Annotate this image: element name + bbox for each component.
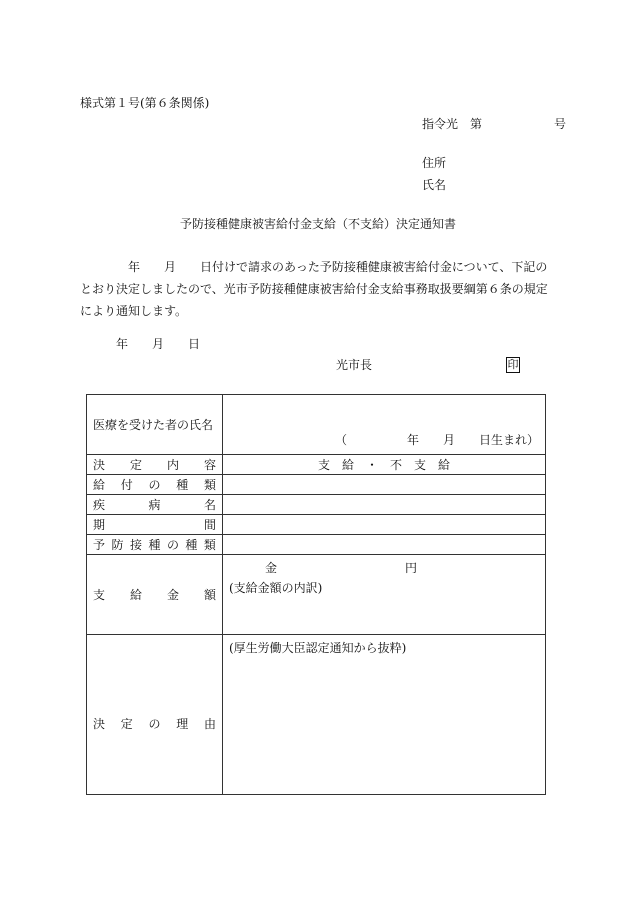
vaccine-type-label: 予 防 接 種 の 種 類: [87, 535, 223, 555]
body-paragraph: 年 月 日付けで請求のあった予防接種健康被害給付金について、下記のとおり決定しましたので、光市予防接種健康被害給付金支給事務取扱要綱第６条の規定により通知します。: [80, 260, 548, 318]
period-label: 期 間: [87, 515, 223, 535]
seal-stamp: 印: [507, 358, 519, 371]
form-number: 様式第１号(第６条関係): [80, 96, 210, 110]
amount-suffix: 円: [405, 561, 418, 575]
name-label: 氏名: [422, 178, 447, 192]
benefit-type-label: 給 付 の 種 類: [87, 475, 223, 495]
table-row: [87, 395, 546, 455]
issuer-title: 光市長: [336, 358, 373, 372]
amount-breakdown: (支給金額の内訳): [229, 581, 323, 595]
table-row: [87, 515, 546, 535]
table-row: [87, 495, 546, 515]
vaccine-type-cell: [223, 535, 546, 555]
decision-label: 決 定 内 容: [87, 455, 223, 475]
period-cell: [223, 515, 546, 535]
amount-prefix: 金: [265, 561, 278, 575]
reference-number: 指令光 第 号: [422, 117, 567, 131]
table-row: [87, 535, 546, 555]
table-row: [87, 455, 546, 475]
decision-table: [86, 394, 546, 795]
benefit-type-cell: [223, 475, 546, 495]
amount-label: 支 給 金 額: [87, 555, 223, 635]
disease-label: 疾 病 名: [87, 495, 223, 515]
birth-date-line: （ 年 月 日生まれ）: [334, 433, 539, 447]
patient-name-label: 医療を受けた者の氏名: [87, 395, 223, 455]
table-row: [87, 635, 546, 795]
reason-cell: [223, 635, 546, 795]
amount-cell: [223, 555, 546, 635]
seal-mark: [506, 357, 520, 373]
decision-value: 支 給 ・ 不 支 給: [223, 455, 546, 475]
reason-note: (厚生労働大臣認定通知から抜粋): [229, 641, 407, 655]
patient-name-cell: [223, 395, 546, 455]
table-row: [87, 475, 546, 495]
disease-cell: [223, 495, 546, 515]
table-row: [87, 555, 546, 635]
issue-date: 年 月 日: [116, 337, 201, 351]
reason-label: 決 定 の 理 由: [87, 635, 223, 795]
document-title: 予防接種健康被害給付金支給（不支給）決定通知書: [180, 217, 457, 231]
address-label: 住所: [422, 156, 447, 170]
